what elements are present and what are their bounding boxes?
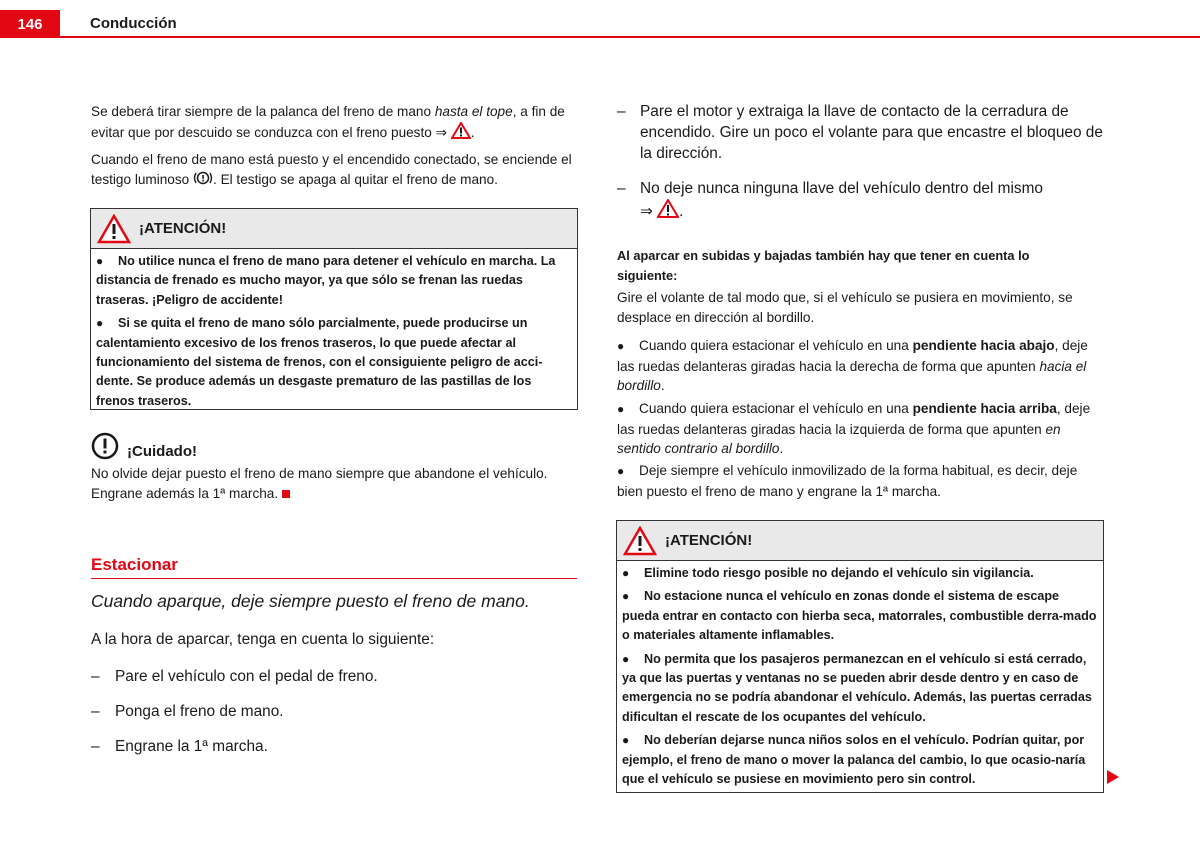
bullet-icon: ● [96, 316, 104, 331]
list-item-uphill: ● Cuando quiera estacionar el vehículo en una pendiente hacia arriba, deje las ruedas delanteras giradas hacia la izquierda de forma que apunten en sentido contrario al bordillo. [617, 401, 1091, 456]
slope-heading: Al aparcar en subidas y bajadas también hay que tener en cuenta lo siguiente: [617, 248, 1030, 283]
caution-text: No olvide dejar puesto el freno de mano siempre que abandone el vehículo. Engrane además la 1ª marcha. [91, 466, 548, 501]
warning-triangle-icon [97, 214, 131, 244]
bullet-icon: ● [96, 254, 104, 268]
warning-box-handbrake [90, 208, 578, 410]
list-item-downhill: ● Cuando quiera estacionar el vehículo en una pendiente hacia abajo, deje las ruedas delanteras giradas hacia la derecha de forma que apunten hacia el bordillo. [617, 338, 1088, 393]
warning-triangle-icon [623, 526, 657, 556]
intro-text: A la hora de aparcar, tenga en cuenta lo siguiente: [91, 631, 435, 648]
warning-title: ¡ATENCIÓN! [665, 532, 753, 549]
warning-header [617, 521, 1103, 561]
warning-triangle-icon [451, 122, 471, 139]
section-rule [91, 578, 577, 579]
warning-box-parking [616, 520, 1104, 793]
bullet-icon: ● [617, 464, 625, 478]
paragraph-handbrake-pull: Se deberá tirar siempre de la palanca del freno de mano hasta el tope, a fin de evitar que por descuido se conduzca con el freno puesto ⇒ . [91, 104, 565, 140]
slope-intro: Gire el volante de tal modo que, si el vehículo se pusiera en movimiento, se desplace en dirección al bordillo. [617, 290, 1073, 325]
header-rule [0, 36, 1200, 38]
warning-item: ● Si se quita el freno de mano sólo parcialmente, puede producirse un calentamiento excesivo de los frenos traseros, lo que puede afectar al funcionamiento del sistema de frenos, con el consiguiente peligro de acci-dente. Se produce además un desgaste prematuro de las pastillas de los frenos traseros. [96, 316, 543, 408]
step-item: – Pare el motor y extraiga la llave de contacto de la cerradura de encendido. Gire un poco el volante para que encastre el bloqueo de la dirección. [617, 103, 1103, 162]
bullet-icon: ● [617, 402, 625, 416]
warning-item: ● No permita que los pasajeros permanezcan en el vehículo si está cerrado, ya que las puertas y ventanas no se pueden abrir desde dentro y en caso de emergencia no se podría abandonar el vehículo. Además, las puertas cerradas dificultan el rescate de los ocupantes del vehículo. [622, 651, 1092, 724]
step-item: – Ponga el freno de mano. [91, 703, 284, 720]
warning-item: ● No estacione nunca el vehículo en zonas donde el sistema de escape pueda entrar en contacto con hierba seca, matorrales, combustible derra-mado o materiales altamente inflamables. [622, 589, 1097, 643]
bullet-icon: ● [622, 651, 630, 666]
warning-title: ¡ATENCIÓN! [139, 220, 227, 237]
caution-title: ¡Cuidado! [127, 443, 197, 460]
step-item: – Pare el vehículo con el pedal de freno. [91, 668, 378, 685]
section-title: Estacionar [91, 555, 178, 574]
bullet-icon: ● [622, 733, 630, 748]
step-item: – No deje nunca ninguna llave del vehículo dentro del mismo ⇒ . [617, 180, 1043, 220]
bullet-icon: ● [622, 589, 630, 604]
warning-header [91, 209, 577, 249]
warning-item: ● Elimine todo riesgo posible no dejando el vehículo sin vigilancia. [622, 564, 1098, 583]
end-mark-icon [282, 490, 290, 498]
warning-triangle-icon [657, 199, 679, 218]
list-item-immobilize: ● Deje siempre el vehículo inmovilizado de la forma habitual, es decir, deje bien puesto el freno de mano y engrane la 1ª marcha. [617, 463, 1078, 499]
caution-icon [91, 432, 119, 460]
bullet-icon: ● [622, 566, 630, 580]
warning-item: ● No utilice nunca el freno de mano para detener el vehículo en marcha. La distancia de frenado es mucho mayor, ya que sólo se frenan las ruedas traseras. ¡Peligro de accidente! [96, 254, 556, 307]
step-item: – Engrane la 1ª marcha. [91, 738, 268, 755]
chapter-title: Conducción [90, 15, 177, 32]
continue-arrow-icon [1106, 769, 1120, 785]
page-number: 146 [0, 10, 60, 38]
caution-block [91, 430, 577, 503]
section-lead: Cuando aparque, deje siempre puesto el freno de mano. [91, 591, 530, 611]
bullet-icon: ● [617, 339, 625, 353]
paragraph-warning-light: Cuando el freno de mano está puesto y el encendido conectado, se enciende el testigo luminoso ! . El testigo se apaga al quitar el freno de mano. [91, 152, 572, 187]
svg-text:!: ! [200, 174, 206, 184]
parking-brake-light-icon [193, 170, 213, 186]
warning-item: ● No deberían dejarse nunca niños solos en el vehículo. Podrían quitar, por ejemplo, el freno de mano o mover la palanca del cambio, lo que ocasio-naría que el vehículo se pusiese en movimiento pero sin control. [622, 733, 1086, 787]
